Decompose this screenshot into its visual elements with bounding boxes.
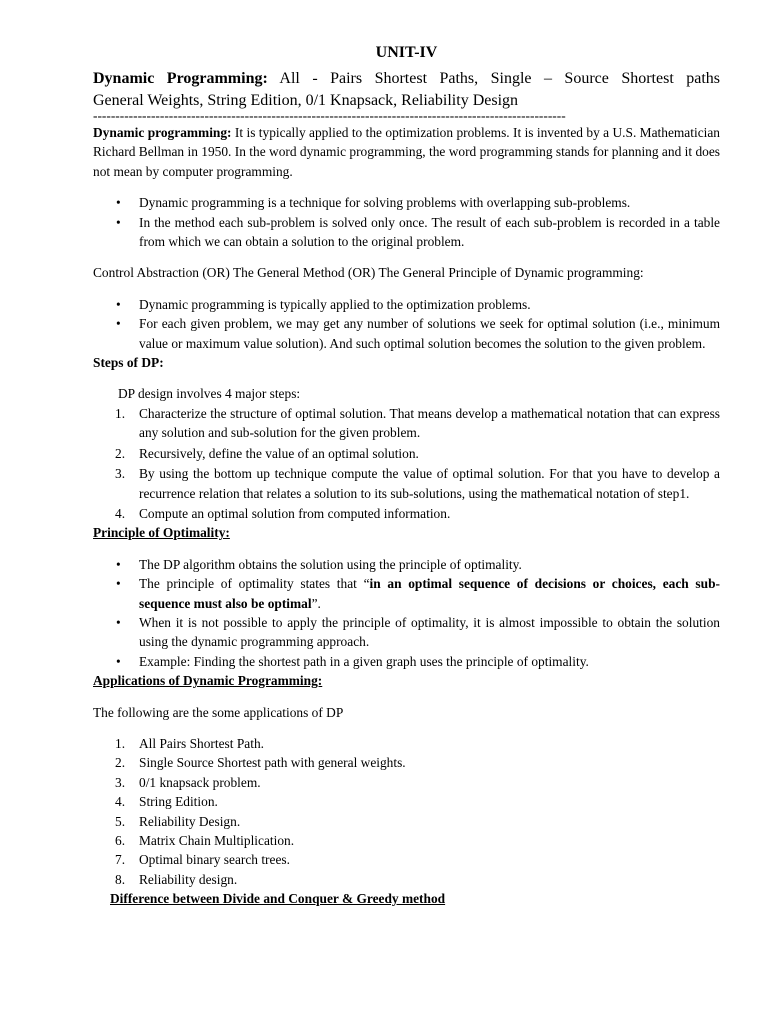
item-number: 6.	[115, 833, 126, 848]
unit-subtitle	[93, 68, 720, 90]
bullet-icon: •	[116, 195, 121, 211]
difference-heading: Difference between Divide and Conquer & Greedy method	[110, 891, 446, 907]
steps-list	[93, 404, 720, 523]
dashed-divider: ----------------------------------------------------------------------------------------------------------	[93, 109, 566, 123]
item-number: 1.	[115, 735, 126, 751]
intro-bold: Dynamic programming:	[93, 125, 232, 140]
list-item: • When it is not possible to apply the principle of optimality, it is almost impossible to obtain the solution using the dynamic programming approach.	[116, 614, 720, 650]
list-item: • Dynamic programming is typically applied to the optimization problems.	[93, 295, 720, 314]
list-item: 2. Recursively, define the value of an optimal solution.	[93, 444, 720, 463]
list-item: 7. Optimal binary search trees.	[93, 850, 720, 869]
list-item: 5. Reliability Design.	[93, 812, 720, 831]
steps-intro: DP design involves 4 major steps:	[118, 386, 301, 402]
bullet-icon: •	[116, 653, 121, 669]
ca-bullet-list	[93, 295, 720, 353]
steps-heading: Steps of DP:	[93, 355, 164, 371]
item-number: 3.	[115, 466, 126, 482]
bullet-icon: •	[116, 316, 121, 332]
principle-bullet-list	[93, 555, 720, 671]
principle-heading: Principle of Optimality:	[93, 525, 230, 541]
item-number: 2.	[115, 755, 126, 771]
applications-intro: The following are the some applications of DP	[93, 704, 344, 720]
list-item: 8. Reliability design.	[93, 870, 720, 889]
list-item: 6. Matrix Chain Multiplication.	[93, 831, 720, 850]
intro-text: It is typically applied to the optimization problems. It is invented by a U.S. Mathematician Richard Bellman in 1950. In the word dynamic programming, the word programming stands for planning and it does not mean by computer programming.	[93, 125, 720, 179]
intro-paragraph	[93, 123, 720, 181]
list-item: • The DP algorithm obtains the solution using the principle of optimality.	[93, 555, 720, 574]
bullet-icon: •	[116, 614, 121, 630]
bullet-icon: •	[116, 296, 121, 312]
list-item: • The principle of optimality states that “in an optimal sequence of decisions or choices, each sub-sequence must also be optimal”.	[116, 576, 720, 611]
list-item: • In the method each sub-problem is solved only once. The result of each sub-problem is recorded in a table from which we can obtain a solution to the original problem.	[116, 214, 720, 250]
list-item: • For each given problem, we may get any number of solutions we seek for optimal solution (i.e., minimum value or maximum value solution). And such optimal solution becomes the solution to the given problem.	[116, 316, 720, 351]
control-abstraction-heading: Control Abstraction (OR) The General Method (OR) The General Principle of Dynamic programming:	[93, 265, 644, 281]
list-item: 4. Compute an optimal solution from computed information.	[93, 504, 720, 523]
unit-title: UNIT-IV	[375, 44, 438, 61]
list-item: 1. Characterize the structure of optimal solution. That means develop a mathematical notation that can express any solution and sub-solution for the given problem.	[115, 405, 720, 441]
document-page	[93, 42, 720, 909]
item-number: 5.	[115, 813, 126, 829]
item-number: 4.	[115, 505, 126, 521]
item-number: 4.	[115, 794, 126, 810]
subtitle-bold: Dynamic Programming:	[93, 70, 268, 87]
applications-list	[93, 734, 720, 889]
list-item: 3. 0/1 knapsack problem.	[93, 773, 720, 792]
list-item: 3. By using the bottom up technique compute the value of optimal solution. For that you have to develop a recurrence relation that relates a solution to its sub-solutions, using the mathematical notation of step1.	[115, 466, 720, 501]
list-item: 1. All Pairs Shortest Path.	[93, 734, 720, 753]
list-item: 4. String Edition.	[93, 792, 720, 811]
unit-subtitle-line2: General Weights, String Edition, 0/1 Knapsack, Reliability Design	[93, 91, 519, 109]
item-number: 3.	[115, 774, 126, 790]
item-number: 2.	[115, 445, 126, 461]
list-item: • Dynamic programming is a technique for solving problems with overlapping sub-problems.	[93, 193, 720, 212]
item-number: 7.	[115, 852, 126, 868]
list-item: • Example: Finding the shortest path in a given graph uses the principle of optimality.	[93, 652, 720, 671]
bullet-icon: •	[116, 214, 121, 230]
bullet-icon: •	[116, 576, 121, 592]
applications-heading: Applications of Dynamic Programming:	[93, 673, 323, 689]
item-number: 8.	[115, 871, 126, 887]
intro-bullet-list	[93, 193, 720, 251]
bullet-icon: •	[116, 556, 121, 572]
subtitle-rest: All - Pairs Shortest Paths, Single – Source Shortest paths	[279, 70, 721, 87]
list-item: 2. Single Source Shortest path with general weights.	[93, 753, 720, 772]
item-number: 1.	[115, 405, 126, 421]
